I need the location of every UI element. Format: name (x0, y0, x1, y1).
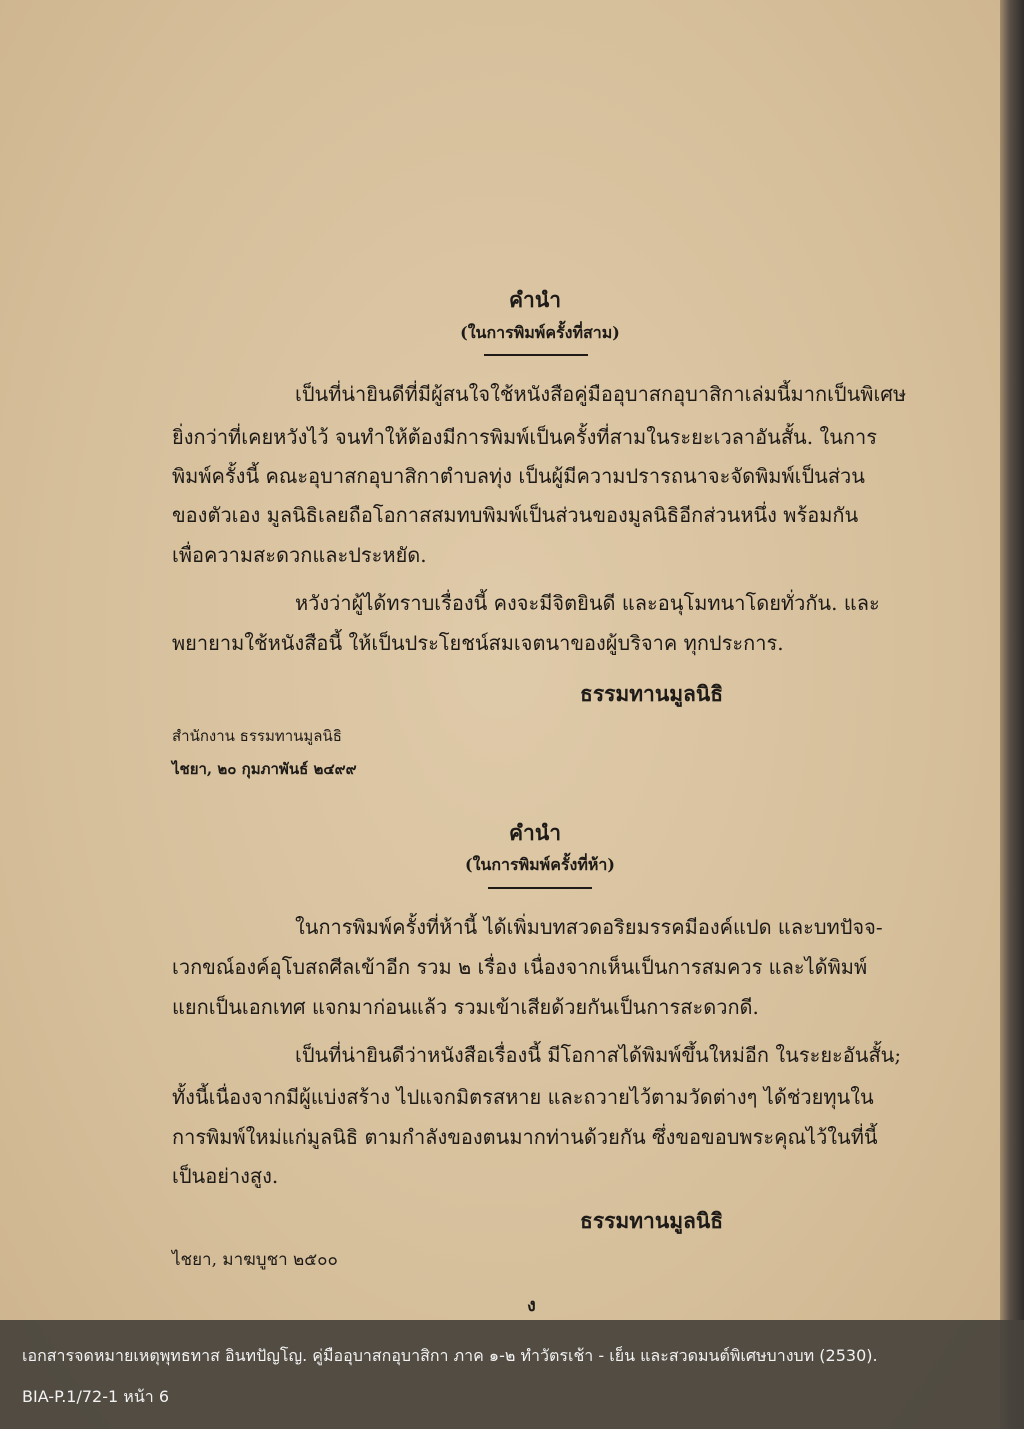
section2-signature: ธรรมทานมูลนิธิ (580, 1208, 724, 1233)
section1-line-3: พิมพ์ครั้งนี้ คณะอุบาสกอุบาสิกาตำบลทุ่ง เป็นผู้มีความปรารถนาจะจัดพิมพ์เป็นส่วน (172, 464, 865, 488)
section1-line-5: เพื่อความสะดวกและประหยัด. (172, 543, 427, 567)
caption-title: เอกสารจดหมายเหตุพุทธทาส อินทปัญโญ. คู่มืออุบาสกอุบาสิกา ภาค ๑-๒ ทำวัตรเช้า - เย็น และสวดมนต์พิเศษบางบท (2530). (22, 1346, 878, 1365)
section2-line-4: เป็นที่น่ายินดีว่าหนังสือเรื่องนี้ มีโอกาสได้พิมพ์ขึ้นใหม่อีก ในระยะอันสั้น; (295, 1043, 902, 1067)
section2-line-5: ทั้งนี้เนื่องจากมีผู้แบ่งสร้าง ไปแจกมิตรสหาย และถวายไว้ตามวัดต่างๆ ได้ช่วยทุนใน (172, 1085, 874, 1109)
section2-divider (488, 887, 592, 889)
section1-line-2: ยิ่งกว่าที่เคยหวังไว้ จนทำให้ต้องมีการพิมพ์เป็นครั้งที่สามในระยะเวลาอันสั้น. ในการ (172, 425, 877, 449)
section2-line-3: แยกเป็นเอกเทศ แจกมาก่อนแล้ว รวมเข้าเสียด้วยกันเป็นการสะดวกดี. (172, 995, 759, 1019)
section1-title: คำนำ (509, 287, 561, 312)
section1-office: สำนักงาน ธรรมทานมูลนิธิ (172, 727, 342, 745)
section1-signature: ธรรมทานมูลนิธิ (580, 681, 724, 706)
book-spine (1000, 0, 1024, 1429)
section1-line-6: หวังว่าผู้ได้ทราบเรื่องนี้ คงจะมีจิตยินดี และอนุโมทนาโดยทั่วกัน. และ (295, 591, 880, 615)
section2-line-7: เป็นอย่างสูง. (172, 1164, 279, 1188)
section2-line-2: เวกขณ์องค์อุโบสถศีลเข้าอีก รวม ๒ เรื่อง เนื่องจากเห็นเป็นการสมควร และได้พิมพ์ (172, 955, 868, 979)
section1-divider (484, 354, 588, 356)
section2-date: ไชยา, มาฆบูชา ๒๕๐๐ (172, 1250, 338, 1270)
section2-title: คำนำ (509, 820, 561, 845)
section1-date: ไชยา, ๒๐ กุมภาพันธ์ ๒๔๙๙ (172, 760, 357, 778)
section1-line-1: เป็นที่น่ายินดีที่มีผู้สนใจใช้หนังสือคู่มืออุบาสกอุบาสิกาเล่มนี้มากเป็นพิเศษ (295, 382, 907, 406)
section1-line-7: พยายามใช้หนังสือนี้ ให้เป็นประโยชน์สมเจตนาของผู้บริจาค ทุกประการ. (172, 631, 784, 655)
section2-line-6: การพิมพ์ใหม่แก่มูลนิธิ ตามกำลังของตนมากท่านด้วยกัน ซึ่งขอขอบพระคุณไว้ในที่นี้ (172, 1125, 878, 1149)
section2-line-1: ในการพิมพ์ครั้งที่ห้านี้ ได้เพิ่มบทสวดอริยมรรคมีองค์แปด และบทปัจจ- (295, 915, 883, 939)
section1-subtitle: (ในการพิมพ์ครั้งที่สาม) (460, 323, 620, 342)
caption-reference: BIA-P.1/72-1 หน้า 6 (22, 1387, 170, 1406)
section1-line-4: ของตัวเอง มูลนิธิเลยถือโอกาสสมทบพิมพ์เป็นส่วนของมูลนิธิอีกส่วนหนึ่ง พร้อมกัน (172, 503, 859, 527)
archive-caption-bar (0, 1320, 1024, 1429)
page-number: ง (527, 1295, 536, 1316)
section2-subtitle: (ในการพิมพ์ครั้งที่ห้า) (465, 855, 615, 874)
